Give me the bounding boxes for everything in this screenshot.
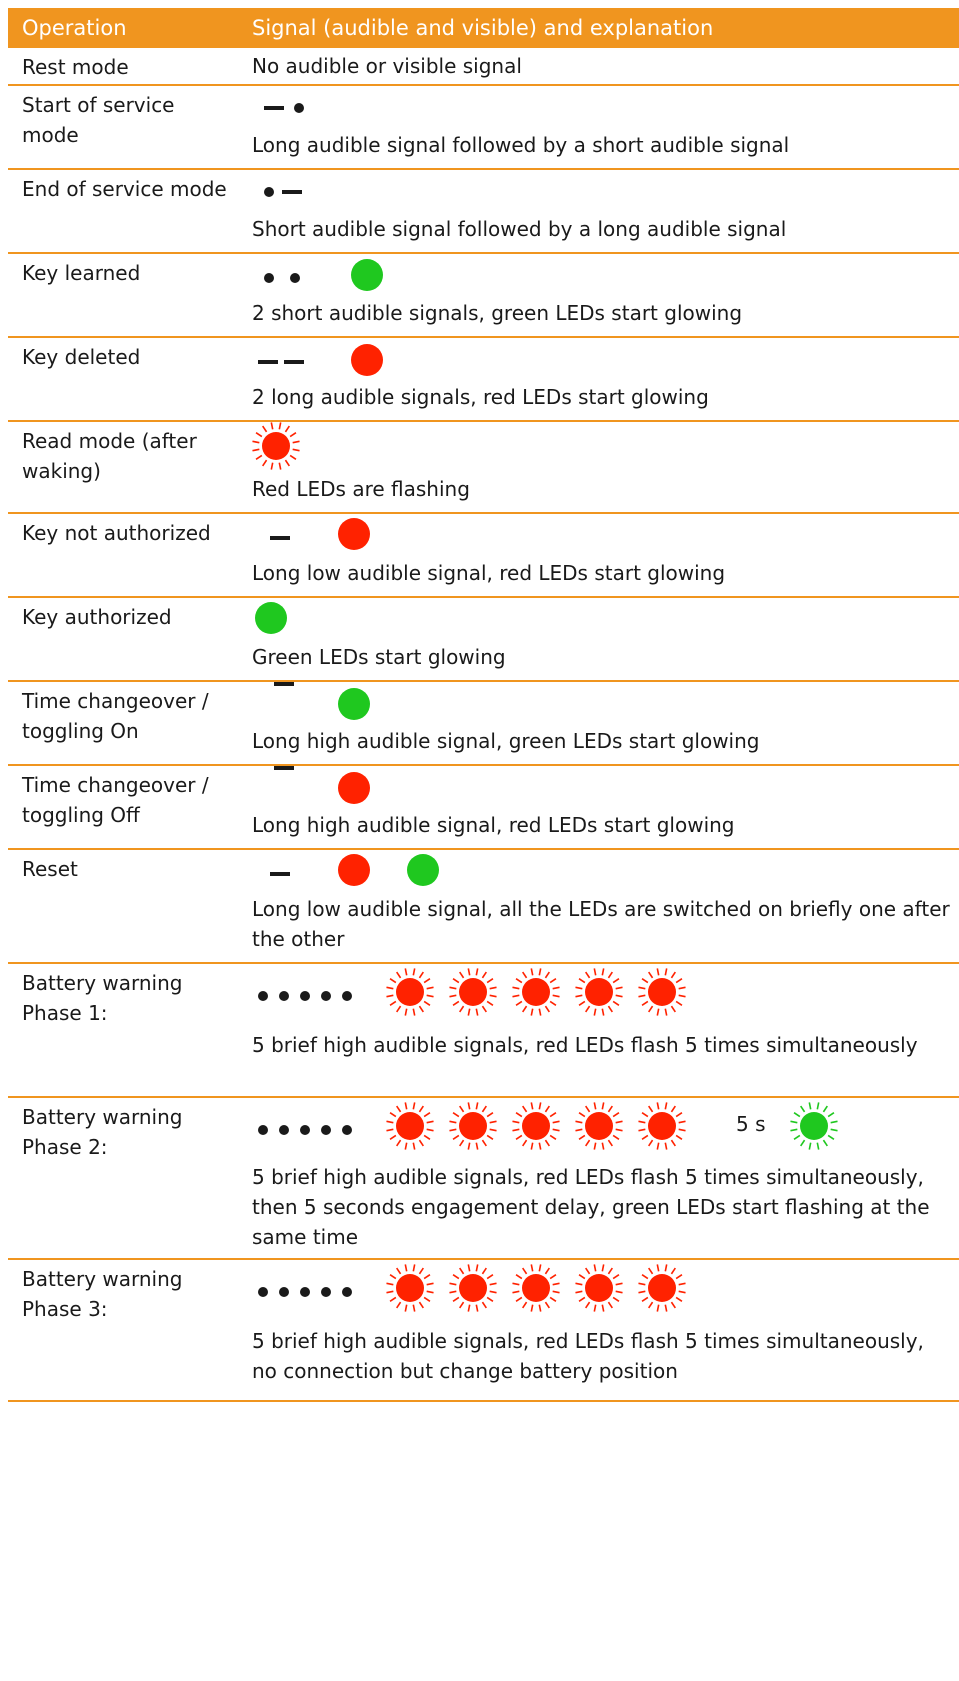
long-signal-dash-icon xyxy=(270,536,290,540)
red-led-flashing-icon xyxy=(448,1263,498,1313)
signal-sequence xyxy=(252,172,952,216)
green-led-icon xyxy=(255,602,287,634)
long-signal-dash-icon xyxy=(264,106,284,110)
red-led-flashing-icon xyxy=(448,967,498,1017)
short-signal-dot-icon xyxy=(279,1125,289,1135)
red-led-flashing-icon xyxy=(637,1263,687,1313)
operation-cell: Battery warning Phase 3: xyxy=(22,1267,183,1321)
table-row xyxy=(8,682,959,766)
header-signal: Signal (audible and visible) and explanation xyxy=(252,16,714,40)
signal-explanation: 5 brief high audible signals, red LEDs flash 5 times simultaneously xyxy=(252,1033,918,1057)
red-led-flashing-icon xyxy=(448,1101,498,1151)
signal-sequence xyxy=(252,256,952,300)
short-signal-dot-icon xyxy=(258,1287,268,1297)
short-signal-dot-icon xyxy=(264,273,274,283)
red-led-flashing-icon xyxy=(511,1263,561,1313)
signal-sequence xyxy=(252,1102,952,1146)
long-signal-dash-icon xyxy=(282,190,302,194)
signal-table xyxy=(8,8,959,1402)
green-led-icon xyxy=(351,259,383,291)
red-led-flashing-icon xyxy=(574,967,624,1017)
red-led-flashing-icon xyxy=(385,967,435,1017)
signal-sequence xyxy=(252,600,952,644)
signal-explanation: Green LEDs start glowing xyxy=(252,645,506,669)
table-row xyxy=(8,1098,959,1260)
red-led-flashing-icon xyxy=(385,1101,435,1151)
red-led-icon xyxy=(351,344,383,376)
signal-explanation: 5 brief high audible signals, red LEDs flash 5 times simultaneously, no connection but change battery position xyxy=(252,1329,924,1383)
short-signal-dot-icon xyxy=(321,1125,331,1135)
short-signal-dot-icon xyxy=(279,991,289,1001)
short-signal-dot-icon xyxy=(294,103,304,113)
signal-explanation: Long high audible signal, red LEDs start glowing xyxy=(252,813,735,837)
green-led-icon xyxy=(407,854,439,886)
signal-explanation: Long high audible signal, green LEDs start glowing xyxy=(252,729,760,753)
red-led-icon xyxy=(338,854,370,886)
table-row xyxy=(8,766,959,850)
signal-sequence xyxy=(252,768,952,812)
short-signal-dot-icon xyxy=(321,1287,331,1297)
header-operation: Operation xyxy=(22,16,127,40)
signal-explanation: Short audible signal followed by a long audible signal xyxy=(252,217,787,241)
table-row xyxy=(8,598,959,682)
green-led-flashing-icon xyxy=(789,1101,839,1151)
short-signal-dot-icon xyxy=(342,991,352,1001)
short-signal-dot-icon xyxy=(264,187,274,197)
signal-explanation: Long low audible signal, red LEDs start glowing xyxy=(252,561,726,585)
signal-explanation: 2 short audible signals, green LEDs start glowing xyxy=(252,301,743,325)
signal-explanation: Long audible signal followed by a short audible signal xyxy=(252,133,790,157)
short-signal-dot-icon xyxy=(300,1125,310,1135)
operation-cell: Start of service mode xyxy=(22,93,175,147)
table-row xyxy=(8,514,959,598)
signal-sequence xyxy=(252,340,952,384)
operation-cell: Battery warning Phase 2: xyxy=(22,1105,183,1159)
red-led-flashing-icon xyxy=(511,967,561,1017)
signal-sequence xyxy=(252,422,952,466)
operation-cell: Read mode (after waking) xyxy=(22,429,197,483)
short-signal-dot-icon xyxy=(300,1287,310,1297)
green-led-icon xyxy=(338,688,370,720)
table-row xyxy=(8,964,959,1098)
red-led-flashing-icon xyxy=(574,1101,624,1151)
short-signal-dot-icon xyxy=(290,273,300,283)
short-signal-dot-icon xyxy=(342,1287,352,1297)
signal-explanation: No audible or visible signal xyxy=(252,54,522,78)
short-signal-dot-icon xyxy=(258,991,268,1001)
long-signal-dash-icon xyxy=(284,360,304,364)
short-signal-dot-icon xyxy=(342,1125,352,1135)
signal-sequence xyxy=(252,516,952,560)
table-row xyxy=(8,254,959,338)
signal-explanation: Red LEDs are flashing xyxy=(252,477,470,501)
table-row xyxy=(8,422,959,514)
operation-cell: Key not authorized xyxy=(22,521,211,545)
operation-cell: Rest mode xyxy=(22,55,129,79)
red-led-flashing-icon xyxy=(251,421,301,471)
operation-cell: Reset xyxy=(22,857,78,881)
signal-sequence xyxy=(252,968,952,1012)
signal-sequence xyxy=(252,1264,952,1308)
short-signal-dot-icon xyxy=(300,991,310,1001)
operation-cell: Time changeover / toggling On xyxy=(22,689,209,743)
signal-sequence xyxy=(252,88,952,132)
red-led-flashing-icon xyxy=(637,967,687,1017)
short-signal-dot-icon xyxy=(258,1125,268,1135)
operation-cell: Key learned xyxy=(22,261,141,285)
table-body xyxy=(8,48,959,1402)
short-signal-dot-icon xyxy=(321,991,331,1001)
short-signal-dot-icon xyxy=(279,1287,289,1297)
table-row xyxy=(8,48,959,86)
operation-cell: Key authorized xyxy=(22,605,172,629)
operation-cell: End of service mode xyxy=(22,177,227,201)
table-row xyxy=(8,86,959,170)
red-led-flashing-icon xyxy=(385,1263,435,1313)
long-signal-dash-icon xyxy=(258,360,278,364)
operation-cell: Battery warning Phase 1: xyxy=(22,971,183,1025)
table-row xyxy=(8,850,959,964)
signal-explanation: 2 long audible signals, red LEDs start glowing xyxy=(252,385,709,409)
operation-cell: Time changeover / toggling Off xyxy=(22,773,209,827)
operation-cell: Key deleted xyxy=(22,345,141,369)
red-led-icon xyxy=(338,772,370,804)
table-row xyxy=(8,170,959,254)
signal-sequence xyxy=(252,684,952,728)
long-signal-dash-icon xyxy=(274,682,294,686)
delay-label: 5 s xyxy=(736,1112,766,1136)
table-row xyxy=(8,1260,959,1402)
long-signal-dash-icon xyxy=(274,766,294,770)
long-signal-dash-icon xyxy=(270,872,290,876)
red-led-flashing-icon xyxy=(574,1263,624,1313)
signal-sequence xyxy=(252,852,952,896)
red-led-flashing-icon xyxy=(511,1101,561,1151)
red-led-icon xyxy=(338,518,370,550)
table-header xyxy=(8,8,959,48)
signal-explanation: Long low audible signal, all the LEDs are switched on briefly one after the other xyxy=(252,897,950,951)
red-led-flashing-icon xyxy=(637,1101,687,1151)
table-row xyxy=(8,338,959,422)
signal-explanation: 5 brief high audible signals, red LEDs flash 5 times simultaneously, then 5 seconds engagement delay, green LEDs start flashing at the same time xyxy=(252,1165,930,1249)
